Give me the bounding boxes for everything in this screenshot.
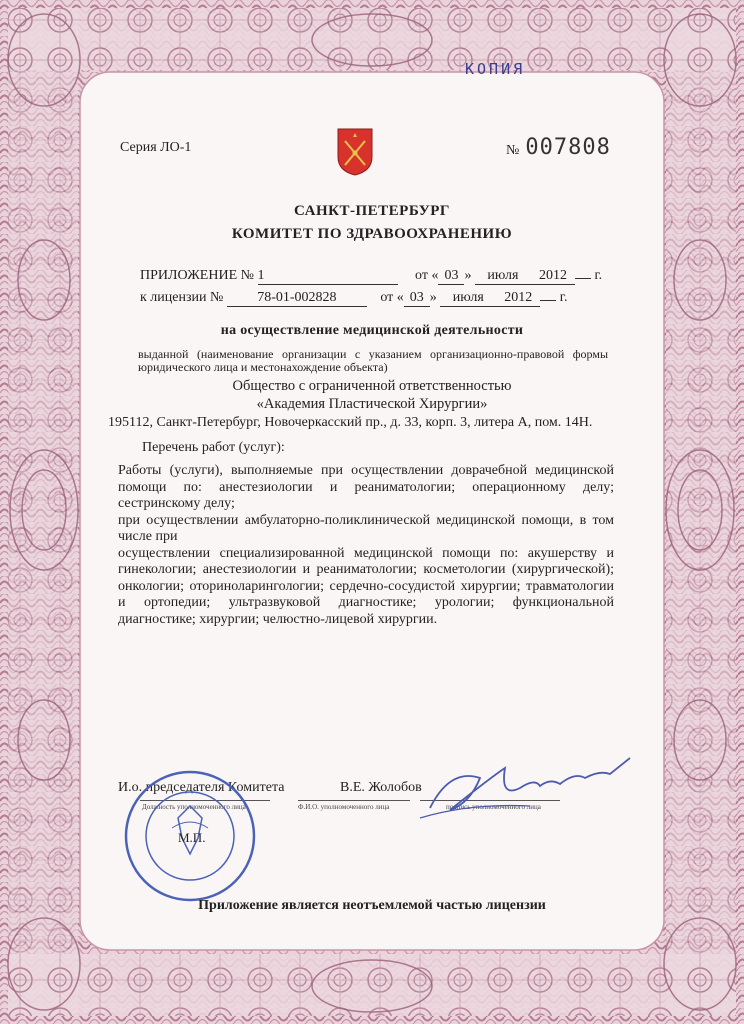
header-city: САНКТ-ПЕТЕРБУРГ (294, 203, 450, 219)
works-label: Перечень работ (услуг): (142, 440, 285, 455)
license-year: 2012 (496, 290, 540, 307)
organization-name: «Академия Пластической Хирургии» (256, 396, 488, 412)
license-number: 78-01-002828 (227, 290, 367, 307)
works-item: осуществлении специализированной медицинской помощи по: акушерству и гинекологии; анестезиологии и реаниматологии; косметологии (хирургической); онкологии; оториноларингологии; сердечно-сосудистой хирургии; травматологии и ортопедии; ультразвуковой диагностике; урологии; функциональной диагностике; хирургии; челюстно-лицевой хирургии. (118, 545, 614, 627)
caption-name: Ф.И.О. уполномоченного лица (298, 803, 390, 811)
appendix-year-suffix: г. (594, 268, 603, 283)
license-label: к лицензии № (140, 290, 224, 305)
mp-label: М.П. (178, 830, 206, 845)
footer-note: Приложение является неотъемлемой частью лицензии (198, 898, 546, 913)
series-label: Серия ЛО-1 (120, 140, 192, 155)
license-from: от (380, 290, 394, 305)
appendix-day: 03 (438, 268, 464, 285)
license-day: 03 (404, 290, 430, 307)
caption-signature: подпись уполномоченного лица (446, 803, 541, 811)
appendix-row: ПРИЛОЖЕНИЕ № 1 от « 03 » июля 2012 г. (140, 268, 603, 283)
appendix-number: 1 (258, 268, 398, 285)
organization-form: Общество с ограниченной ответственностью (232, 378, 512, 394)
handwritten-signature (410, 748, 640, 828)
license-year-suffix: г. (559, 290, 568, 305)
number-sign: № (506, 143, 520, 158)
organization-address: 195112, Санкт-Петербург, Новочеркасский пр., д. 33, корп. 3, литера А, пом. 14Н. (108, 415, 593, 430)
appendix-label: ПРИЛОЖЕНИЕ № (140, 268, 254, 283)
appendix-month: июля (475, 268, 531, 285)
form-number-value: 007808 (525, 135, 611, 160)
st-petersburg-emblem-icon (336, 127, 374, 177)
works-item: Работы (услуги), выполняемые при осуществлении доврачебной медицинской помощи по: анестезиологии и реаниматологии; операционному делу; сестринскому делу; (118, 463, 614, 511)
license-month: июля (440, 290, 496, 307)
license-row: к лицензии № 78-01-002828 от « 03 » июля 2012 г. (140, 290, 568, 305)
license-purpose: на осуществление медицинской деятельности (220, 323, 524, 338)
caption-position: Должность уполномоченного лица (142, 803, 246, 811)
signatory-name: В.Е. Жолобов (340, 780, 422, 795)
divider (298, 800, 410, 801)
works-item: при осуществлении амбулаторно-поликлинической медицинской помощи, в том числе при (118, 512, 614, 544)
header-committee: КОМИТЕТ ПО ЗДРАВООХРАНЕНИЮ (231, 226, 513, 242)
issued-note: выданной (наименование организации с указанием организационно-правовой формы юридического лица и местонахождение объекта) (138, 347, 608, 374)
works-list (118, 463, 614, 628)
copy-stamp: КОПИЯ (465, 60, 526, 78)
appendix-year: 2012 (531, 268, 575, 285)
form-number (506, 135, 611, 160)
signatory-position: И.о. председателя Комитета (118, 780, 285, 795)
appendix-from: от (415, 268, 428, 283)
